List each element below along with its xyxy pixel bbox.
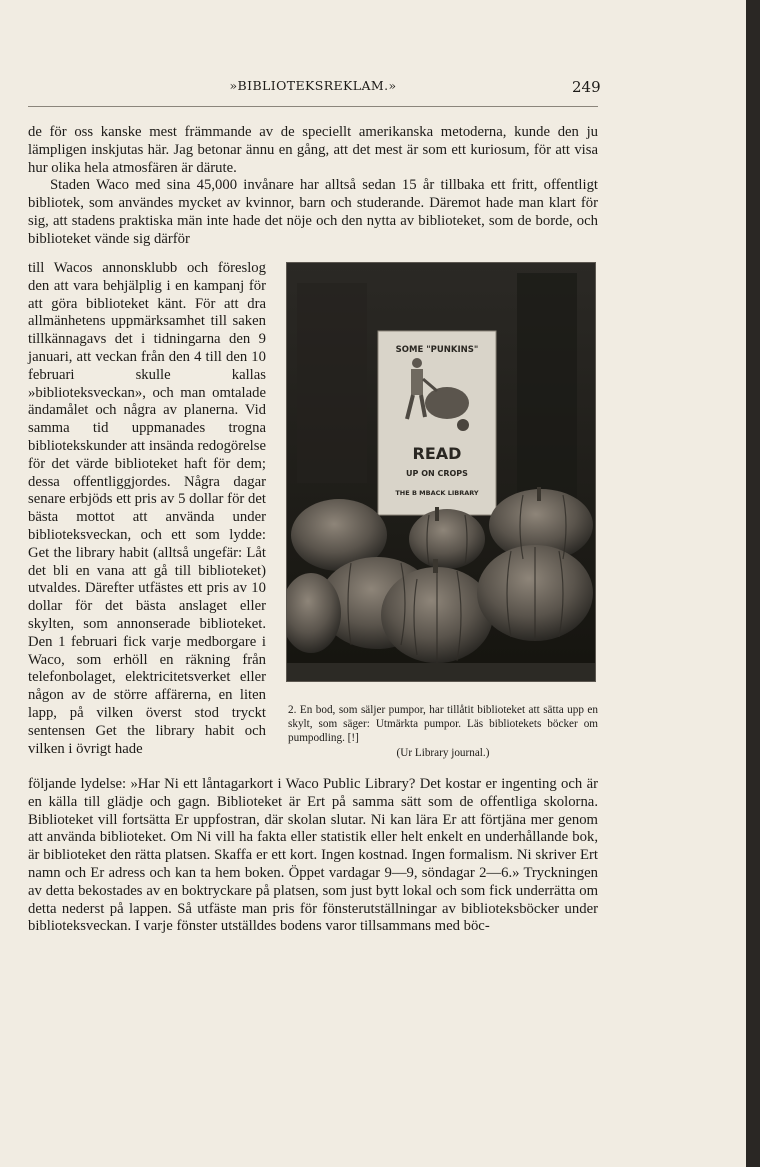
left-column-text [28, 260, 266, 758]
pumpkin-pile [287, 487, 593, 663]
top-text-block [28, 124, 598, 249]
paragraph-2-start: Staden Waco med sina 45,000 invånare har alltså sedan 15 år tillbaka ett fritt, offentligt bibliotek, som användes mycket av kvinnor, barn och studerande. Däremot hade man klart för sig, att stadens praktiska män inte hade det nöje och den nytta av biblioteket, som de borde, och biblioteket vände sig därför [28, 177, 598, 247]
caption-text: 2. En bod, som säljer pumpor, har tillåtit biblioteket att sätta upp en skylt, som säger: Utmärkta pumpor. Läs bibliotekets böcker om pumpodling. [!] [288, 704, 598, 745]
header-rule [28, 106, 598, 107]
bottom-text-block [28, 776, 598, 936]
figure-caption [288, 703, 598, 760]
caption-source: (Ur Library journal.) [396, 746, 490, 759]
sign-line-4: THE B MBACK LIBRARY [395, 489, 479, 497]
sign-line-3: UP ON CROPS [406, 469, 468, 478]
running-head: »BIBLIOTEKSREKLAM.» [229, 78, 397, 93]
paragraph-2-end: följande lydelse: »Har Ni ett låntagarkort i Waco Public Library? Det kostar er ingenting och är en källa till glädje och gagn. Biblioteket är Ert på samma sätt som de offentliga skolorna. Biblioteket vill fortsätta Er uppfostran, där skolan slutar. Ni kan lära Er att förtjäna mer genom att använda biblioteket. Om Ni vill ha fakta eller statistik eller helt enkelt en underhållande bok, är biblioteket den rätta platsen. Skaffa er ett kort. Ingen kostnad. Ingen formalism. Ni skriver Ert namn och Er adress och kan ta hem boken. Öppet vardagar 9—9, söndagar 2—6.» Tryckningen av detta bekostades av en boktryckare på platsen, som just bytt lokal och som fick underrätta om detta nederst på lappen. Så utfäste man pris för fönsterutställningar av biblioteksböcker under biblioteksveckan. I varje fönster utställdes bodens varor tillsammans med böc- [28, 776, 598, 935]
pumpkin-stand-photo [287, 263, 595, 681]
figure-photograph [286, 262, 596, 682]
paragraph-2-column: till Wacos annonsklubb och föreslog den att vara behjälplig i en kampanj för att göra biblioteket känt. För att dra allmänhetens uppmärksamhet till saken tillkännagavs det i tidningarna den 9 januari, att veckan från den 4 till den 10 februari skulle kallas »biblioteksveckan», och man omtalade ändamålet och några av planerna. Vid samma tid uppmanades trogna bibliotekskunder att insända redogörelse för det värde biblioteket haft för dem; dessa offentliggjordes. Några dagar senare erbjöds ett pris av 5 dollar för det bästa mottot att använda under biblioteksveckan, och ett som lydde: Get the library habit (alltså ungefär: Låt det bli en vana att gå till biblioteket) utvaldes. Därefter utfästes ett pris av 10 dollar för det bästa anslaget eller skylten, som annonserade biblioteket. Den 1 februari fick varje medborgare i Waco, som erhöll en räkning från telefonbolaget, elektricitetsverket eller någon av de större affärerna, en liten lapp, på vilken överst stod tryckt sentensen Get the library habit och vilken i övrigt hade [28, 260, 266, 757]
paragraph-1: de för oss kanske mest främmande av de speciellt amerikanska metoderna, kunde den ju lämpligen inskjutas här. Jag betonar ännu en gång, att det mest är som ett kuriosum, för att visa hur olika hela atmosfären är därute. [28, 124, 598, 176]
sign-line-2: READ [412, 444, 462, 463]
library-sign [378, 331, 496, 515]
sign-line-1: SOME "PUNKINS" [395, 345, 479, 355]
page-number: 249 [572, 78, 601, 96]
